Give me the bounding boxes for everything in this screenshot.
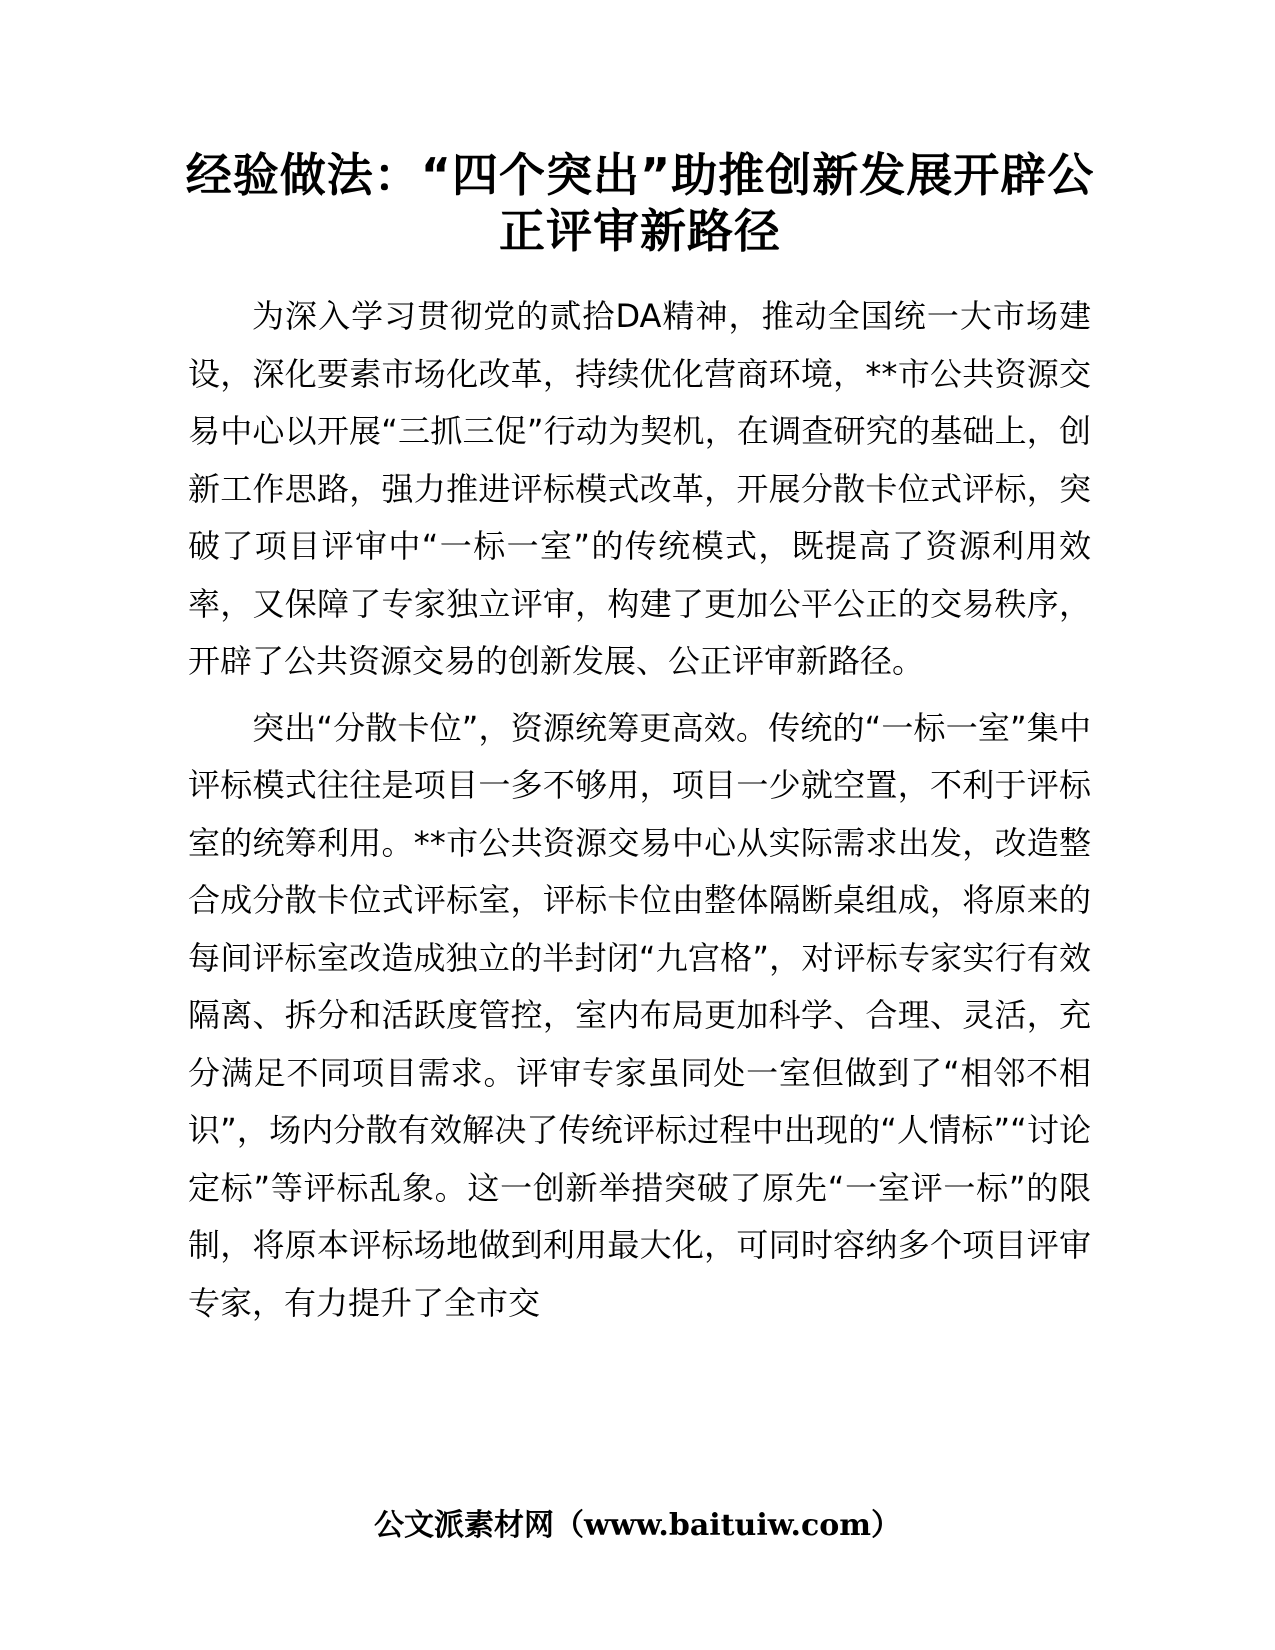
paragraph-intro: 为深入学习贯彻党的贰拾DA精神，推动全国统一大市场建设，深化要素市场化改革，持续优化营商环境，**市公共资源交易中心以开展“三抓三促”行动为契机，在调查研究的基础上，创新工作思路，强力推进评标模式改革，开展分散卡位式评标，突破了项目评审中“一标一室”的传统模式，既提高了资源利用效率，又保障了专家独立评审，构建了更加公平公正的交易秩序，开辟了公共资源交易的创新发展、公正评审新路径。: [188, 297, 1091, 680]
document-title: 经验做法：“四个突出”助推创新发展开辟公正评审新路径: [185, 148, 1095, 258]
watermark-footer: 公文派素材网（www.baituiw.com）: [373, 1508, 902, 1543]
document-body: [188, 288, 1091, 1332]
paragraph-section-1: 突出“分散卡位”，资源统筹更高效。传统的“一标一室”集中评标模式往往是项目一多不够用，项目一少就空置，不利于评标室的统筹利用。**市公共资源交易中心从实际需求出发，改造整合成分散卡位式评标室，评标卡位由整体隔断桌组成，将原来的每间评标室改造成独立的半封闭“九宫格”，对评标专家实行有效隔离、拆分和活跃度管控，室内布局更加科学、合理、灵活，充分满足不同项目需求。评审专家虽同处一室但做到了“相邻不相识”，场内分散有效解决了传统评标过程中出现的“人情标”“讨论定标”等评标乱象。这一创新举措突破了原先“一室评一标”的限制，将原本评标场地做到利用最大化，可同时容纳多个项目评审专家，有力提升了全市交: [188, 708, 1091, 1322]
